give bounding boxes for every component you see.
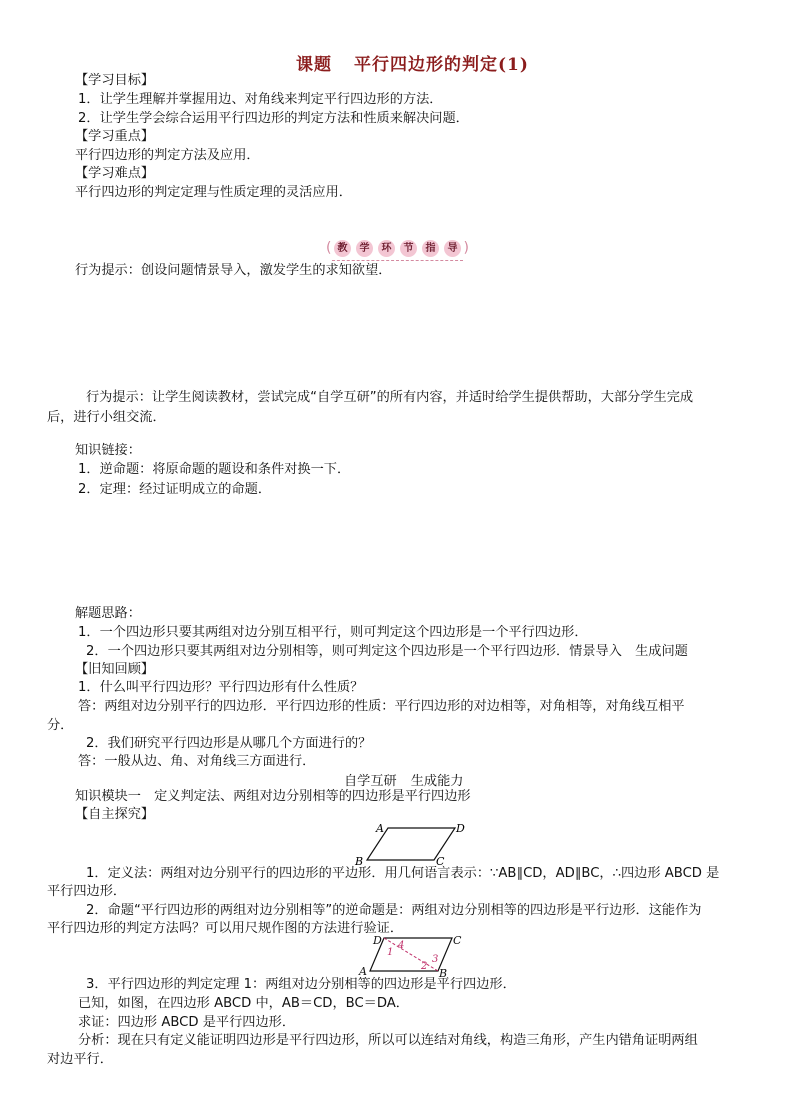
self-explore-heading: 【自主探究】 bbox=[75, 807, 155, 822]
behavior-hint-2-line2: 后，进行小组交流． bbox=[47, 410, 166, 425]
goal-item: 2．让学生学会综合运用平行四边形的判定方法和性质来解决问题． bbox=[78, 111, 469, 126]
angle-label-3: 3 bbox=[432, 954, 439, 965]
banner-left-bracket: ( bbox=[326, 240, 332, 256]
item2-line1: 2．命题“平行四边形的两组对边分别相等”的逆命题是：两组对边分别相等的四边形是平行边形．这能作为 bbox=[86, 903, 702, 918]
item1-line2: 平行四边形． bbox=[47, 884, 127, 899]
behavior-hint-1: 行为提示：创设问题情景导入，激发学生的求知欲望． bbox=[75, 263, 392, 278]
teaching-guide-banner bbox=[326, 238, 469, 258]
vertex-label-b: B bbox=[439, 967, 448, 977]
angle-label-2: 2 bbox=[421, 961, 428, 972]
knowledge-link-item: 1．逆命题：将原命题的题设和条件对换一下． bbox=[78, 462, 351, 477]
vertex-label-a: A bbox=[376, 822, 384, 835]
vertex-label-d: D bbox=[373, 934, 382, 947]
title-main: 平行四边形的判定(1) bbox=[354, 55, 529, 75]
vertex-label-b: B bbox=[355, 855, 364, 866]
knowledge-link-heading: 知识链接： bbox=[75, 443, 141, 458]
section-heading bbox=[344, 770, 464, 789]
banner-dashed-underline bbox=[332, 260, 463, 261]
section-heading-b: 生成能力 bbox=[410, 774, 464, 789]
banner-char: 节 bbox=[400, 240, 417, 257]
parallelogram-figure-2 bbox=[355, 933, 470, 977]
title-prefix: 课题 bbox=[296, 55, 332, 75]
vertex-label-c: C bbox=[453, 934, 462, 947]
knowledge-link-item: 2．定理：经过证明成立的命题． bbox=[78, 482, 272, 497]
key-point-text: 平行四边形的判定方法及应用． bbox=[75, 148, 260, 163]
approach-item: 1．一个四边形只要其两组对边分别互相平行，则可判定这个四边形是一个平行四边形． bbox=[78, 625, 588, 640]
banner-char: 教 bbox=[334, 240, 351, 257]
vertex-label-a: A bbox=[359, 965, 367, 977]
angle-label-1: 1 bbox=[387, 947, 394, 958]
review-heading: 【旧知回顾】 bbox=[75, 662, 155, 677]
review-question-1: 1．什么叫平行四边形？平行四边形有什么性质？ bbox=[78, 680, 364, 695]
difficulty-heading: 【学习难点】 bbox=[75, 166, 155, 181]
goals-heading: 【学习目标】 bbox=[75, 73, 155, 88]
banner-char: 学 bbox=[356, 240, 373, 257]
item1-line1: 1．定义法：两组对边分别平行的四边形的平边形．用几何语言表示：∵AB∥CD，AD∥BC，∴四边形 ABCD 是 bbox=[86, 866, 720, 881]
knowledge-module-title: 知识模块一 定义判定法、两组对边分别相等的四边形是平行四边形 bbox=[75, 789, 471, 804]
approach-item: 2．一个四边形只要其两组对边分别相等，则可判定这个四边形是一个平行四边形．情景导入 生成问题 bbox=[86, 644, 688, 659]
vertex-label-c: C bbox=[436, 855, 445, 866]
review-answer-1-line2: 分． bbox=[47, 718, 74, 733]
analysis-line2: 对边平行． bbox=[47, 1052, 113, 1067]
review-answer-1-line1: 答：两组对边分别平行的四边形．平行四边形的性质：平行四边形的对边相等，对角相等，对角线互相平 bbox=[78, 699, 685, 714]
review-answer-2: 答：一般从边、角、对角线三方面进行． bbox=[78, 754, 316, 769]
parallelogram-figure-1 bbox=[350, 818, 470, 866]
review-question-2: 2．我们研究平行四边形是从哪几个方面进行的？ bbox=[86, 736, 372, 751]
goal-item: 1．让学生理解并掌握用边、对角线来判定平行四边形的方法． bbox=[78, 92, 443, 107]
page-title bbox=[296, 50, 529, 75]
banner-char: 环 bbox=[378, 240, 395, 257]
banner-char: 指 bbox=[422, 240, 439, 257]
banner-char: 导 bbox=[444, 240, 461, 257]
analysis-line1: 分析：现在只有定义能证明四边形是平行四边形，所以可以连结对角线，构造三角形，产生内错角证明两组 bbox=[78, 1033, 698, 1048]
banner-right-bracket: ) bbox=[463, 240, 469, 256]
section-heading-a: 自学互研 bbox=[344, 774, 397, 789]
prove-statement: 求证：四边形 ABCD 是平行四边形． bbox=[78, 1015, 296, 1030]
theorem-1: 3．平行四边形的判定定理 1：两组对边分别相等的四边形是平行四边形． bbox=[86, 977, 516, 992]
difficulty-text: 平行四边形的判定定理与性质定理的灵活应用． bbox=[75, 185, 352, 200]
angle-label-4: 4 bbox=[398, 940, 405, 951]
item2-line2: 平行四边形的判定方法吗？可以用尺规作图的方法进行验证． bbox=[47, 921, 404, 936]
behavior-hint-2-line1: 行为提示：让学生阅读教材，尝试完成“自学互研”的所有内容，并适时给学生提供帮助，大部分学生完成 bbox=[86, 390, 694, 405]
vertex-label-d: D bbox=[456, 822, 465, 835]
approach-heading: 解题思路： bbox=[75, 606, 141, 621]
key-point-heading: 【学习重点】 bbox=[75, 129, 155, 144]
given-statement: 已知，如图，在四边形 ABCD 中，AB＝CD，BC＝DA． bbox=[78, 996, 409, 1011]
